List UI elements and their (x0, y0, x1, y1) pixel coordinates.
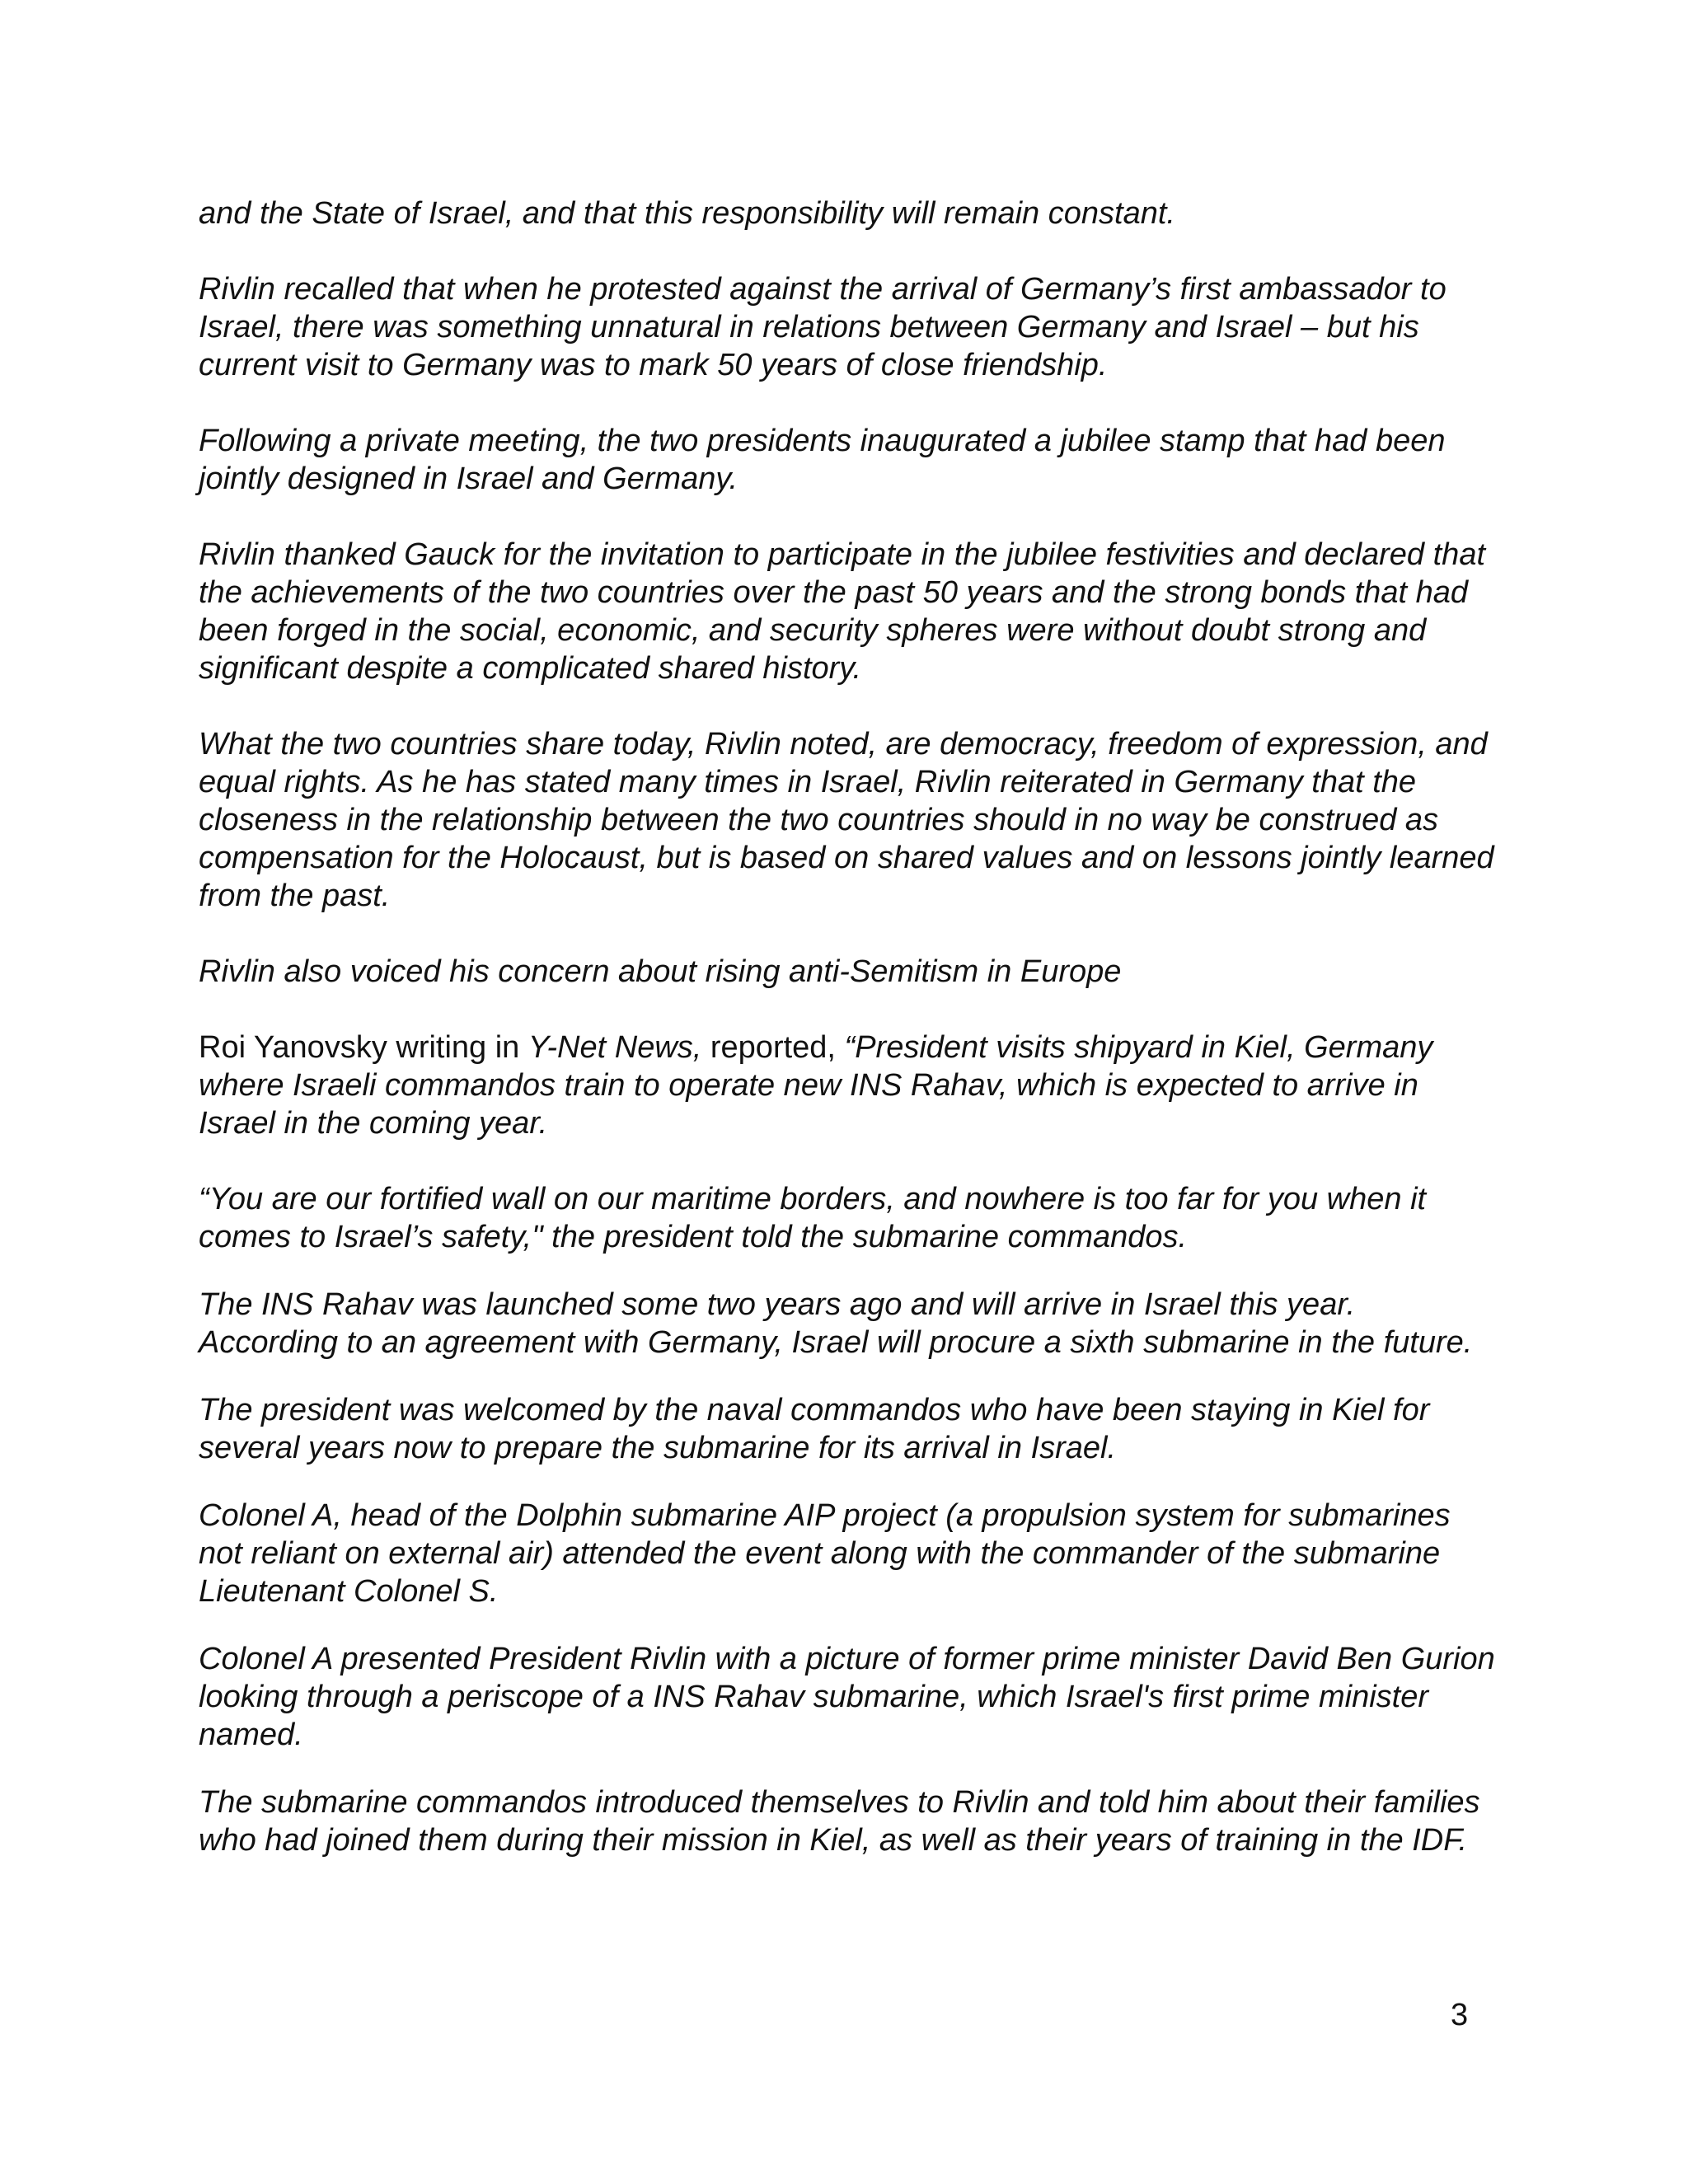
paragraph-families: The submarine commandos introduced themselves to Rivlin and told him about their families who had joined them during their mission in Kiel, as well as their years of training in the IDF. (199, 1785, 1480, 1858)
paragraph-ben-gurion-picture: Colonel A presented President Rivlin with a picture of former prime minister David Ben Gurion looking through a periscope of a INS Rahav submarine, which Israel's first prime minister named. (199, 1642, 1495, 1752)
paragraph-naval-commandos: The president was welcomed by the naval commandos who have been staying in Kiel for several years now to prepare the submarine for its arrival in Israel. (199, 1393, 1430, 1465)
paragraph-fortified-wall: “You are our fortified wall on our maritime borders, and nowhere is too far for you when it comes to Israel’s safety," the president told the submarine commandos. (199, 1182, 1427, 1254)
document-body (199, 194, 1501, 1889)
paragraph-ins-rahav-launch: The INS Rahav was launched some two years ago and will arrive in Israel this year. According to an agreement with Germany, Israel will procure a sixth submarine in the future. (199, 1287, 1473, 1360)
ynet-source: Y-Net News, (528, 1030, 702, 1065)
paragraph-responsibility: and the State of Israel, and that this responsibility will remain constant. (199, 196, 1175, 231)
paragraph-thanks-gauck: Rivlin thanked Gauck for the invitation to participate in the jubilee festivities and declared that the achievements of the two countries over the past 50 years and the strong bonds that had been forged in the social, economic, and security spheres were without doubt strong and significant despite a complicated shared history. (199, 537, 1486, 686)
ynet-quote: “President visits shipyard in Kiel, Germany where Israeli commandos train to operate new INS Rahav, which is expected to arrive in Israel in the coming year. (199, 1030, 1433, 1141)
paragraph-ambassador: Rivlin recalled that when he protested against the arrival of Germany’s first ambassador to Israel, there was something unnatural in relations between Germany and Israel – but his current visit to Germany was to mark 50 years of close friendship. (199, 272, 1447, 382)
paragraph-jubilee-stamp: Following a private meeting, the two presidents inaugurated a jubilee stamp that had been jointly designed in Israel and Germany. (199, 424, 1446, 496)
ynet-lead: Roi Yanovsky writing in (199, 1030, 528, 1065)
paragraph-shared-values: What the two countries share today, Rivlin noted, are democracy, freedom of expression, and equal rights. As he has stated many times in Israel, Rivlin reiterated in Germany that the closeness in the relationship between the two countries should in no way be construed as compensation for the Holocaust, but is based on shared values and on lessons jointly learned from the past. (199, 727, 1494, 913)
ynet-verb: reported, (701, 1030, 845, 1065)
paragraph-colonel-a-project: Colonel A, head of the Dolphin submarine AIP project (a propulsion system for submarines not reliant on external air) attended the event along with the commander of the submarine Lieutenant Colonel S. (199, 1498, 1451, 1609)
paragraph-ynet-report (199, 1029, 1501, 1142)
paragraph-anti-semitism: Rivlin also voiced his concern about rising anti-Semitism in Europe (199, 954, 1122, 989)
page-number: 3 (1451, 1998, 1469, 2032)
